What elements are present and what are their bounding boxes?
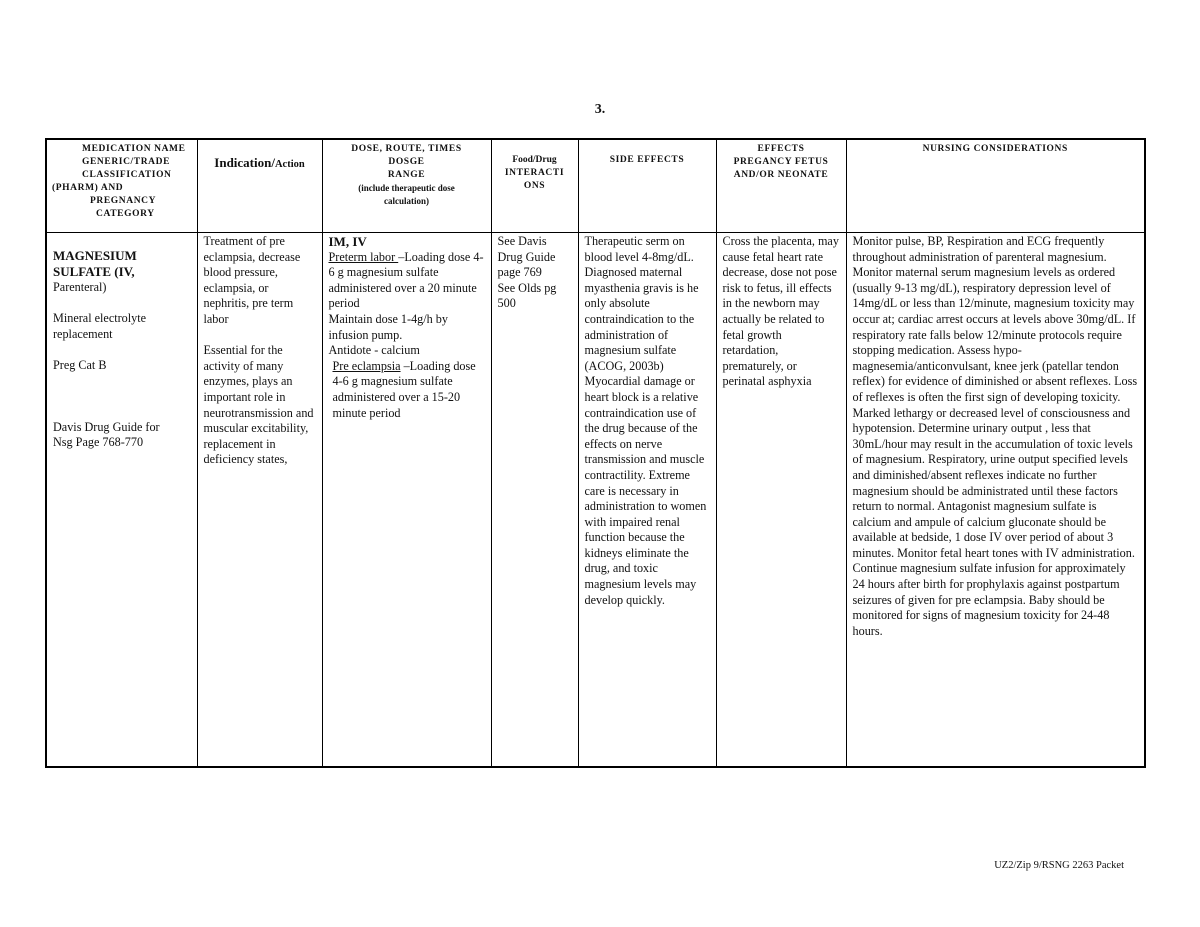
cell-nursing: [846, 233, 1145, 768]
dose-route-title: IM, IV: [328, 234, 367, 249]
header-text: (PHARM) AND: [52, 183, 124, 193]
cell-side-effects: [578, 233, 716, 768]
header-text: EFFECTS: [757, 144, 805, 154]
food-drug-text: See Olds pg 500: [497, 280, 557, 311]
page-footer: UZ2/Zip 9/RSNG 2263 Packet: [994, 860, 1124, 871]
header-text: DOSGE: [388, 157, 425, 167]
dose-preterm-label: Preterm labor: [328, 249, 399, 264]
drug-name-line: MAGNESIUM: [53, 248, 137, 263]
table-row: [46, 233, 1145, 768]
header-text: NURSING CONSIDERATIONS: [922, 144, 1068, 154]
header-text: DOSE, ROUTE, TIMES: [351, 144, 462, 154]
header-text: GENERIC/TRADE: [82, 157, 171, 167]
cell-dose: [322, 233, 491, 768]
header-dose: [322, 139, 491, 233]
cell-food-drug: [491, 233, 578, 768]
header-text: Action: [274, 159, 305, 170]
header-text: AND/OR NEONATE: [733, 170, 829, 180]
cell-effects: [716, 233, 846, 768]
header-text: INTERACTI: [504, 168, 565, 178]
dose-pre-label: Pre eclampsia: [332, 358, 401, 373]
header-text: (include therapeutic dose: [358, 183, 455, 193]
dose-antidote: Antidote - calcium: [328, 343, 420, 358]
nursing-text: Monitor pulse, BP, Respiration and ECG frequently throughout administration of parenteral magnesium. Monitor maternal serum magnesium levels as ordered (usually 9-13 mg/dL), respiratory depression level of 14mg/dL or less than 12/minute, magnesium toxicity may occur at; cardiac arrest occurs at levels above 30mg/dL. If respiratory rate falls below 12/minute protocols require stopping medication. Assess hypo-magnesemia/anticonvulsant, knee jerk (patellar tendon reflex) for evidence of diminished or absent reflexes. Loss of reflexes is often the first sign of developing toxicity. Marked lethargy or decreased level of consciousness and hypotension. Determine urinary output , less that 30mL/hour may result in the accumulation of toxic levels of magnesium. Respiratory, urine output specified levels and diminished/absent reflexes indicate no further magnesium should be administrated until these factors return to normal. Antagonist magnesium sulfate is calcium and ampule of calcium gluconate should be available at bedside, 1 dose IV over period of about 3 minutes. Monitor fetal heart tones with IV administration. Continue magnesium sulfate infusion for approximately 24 hours after birth for prophylaxis against postpartum seizures of given for pre eclampsia. Baby should be monitored for signs of magnesium toxicity for 24-48 hours.: [852, 234, 1138, 638]
effects-text: Cross the placenta, may cause fetal heart rate decrease, dose not pose risk to fetus, ill effects in the newborn may actually be related to fetal growth retardation, prematurely, or perinatal asphyxia: [722, 234, 839, 389]
food-drug-text: See Davis Drug Guide page 769: [497, 234, 556, 280]
header-text: Indication/: [214, 155, 275, 170]
header-text: MEDICATION NAME: [82, 144, 186, 154]
header-food-drug: [491, 139, 578, 233]
medication-table: [45, 138, 1146, 768]
header-text: ONS: [523, 181, 546, 191]
drug-name-line: SULFATE (IV,: [53, 264, 135, 279]
side-effects-text: Therapeutic serm on blood level 4-8mg/dL. Diagnosed maternal myasthenia gravis is he only absolute contraindication to the administration of magnesium sulfate (ACOG, 2003b) Myocardial damage or heart block is a relative contraindication use of the drug because of the effects on nerve transmission and muscle contractility. Extreme care is necessary in administration to women with impaired renal function because the kidneys eliminate the drug, and toxic magnesium levels may develop quickly.: [584, 234, 707, 607]
header-indication: [197, 139, 322, 233]
dose-preterm: [329, 250, 485, 312]
cell-indication: [197, 233, 322, 768]
header-text: CLASSIFICATION: [82, 170, 172, 180]
header-text: SIDE EFFECTS: [609, 155, 685, 165]
header-side-effects: [578, 139, 716, 233]
page-number: 3.: [594, 102, 606, 117]
pregnancy-category: Preg Cat B: [53, 357, 107, 372]
header-effects: [716, 139, 846, 233]
header-text: PREGNANCY: [90, 196, 157, 206]
cell-medication-name: [46, 233, 197, 768]
dose-pre-text: –Loading dose 4-6 g magnesium sulfate administered over a 15-20 minute period: [332, 358, 476, 420]
drug-route: Parenteral): [53, 280, 107, 294]
drug-reference: Davis Drug Guide for: [53, 419, 160, 434]
header-text: Food/Drug: [512, 155, 557, 165]
header-medication-name: [46, 139, 197, 233]
indication-text: Treatment of pre eclampsia, decrease blood pressure, eclampsia, or nephritis, pre term labor: [203, 234, 301, 326]
header-text: PREGANCY FETUS: [733, 157, 829, 167]
dose-pre-eclampsia: [329, 359, 485, 421]
header-text: calculation): [384, 196, 429, 206]
dose-preterm-text: –Loading dose 4-6 g magnesium sulfate administered over a 20 minute period: [328, 249, 484, 311]
drug-classification: replacement: [53, 326, 113, 341]
header-text: CATEGORY: [96, 209, 155, 219]
header-text: RANGE: [387, 170, 426, 180]
drug-classification: Mineral electrolyte: [53, 311, 147, 326]
header-row: [46, 139, 1145, 233]
dose-maintain: Maintain dose 1-4g/h by infusion pump.: [328, 311, 448, 342]
header-nursing: [846, 139, 1145, 233]
indication-text: Essential for the activity of many enzymes, plays an important role in neurotransmission and muscular excitability, replacement in deficiency states,: [203, 343, 314, 467]
drug-name: [53, 248, 191, 280]
drug-reference: Nsg Page 768-770: [53, 435, 144, 450]
